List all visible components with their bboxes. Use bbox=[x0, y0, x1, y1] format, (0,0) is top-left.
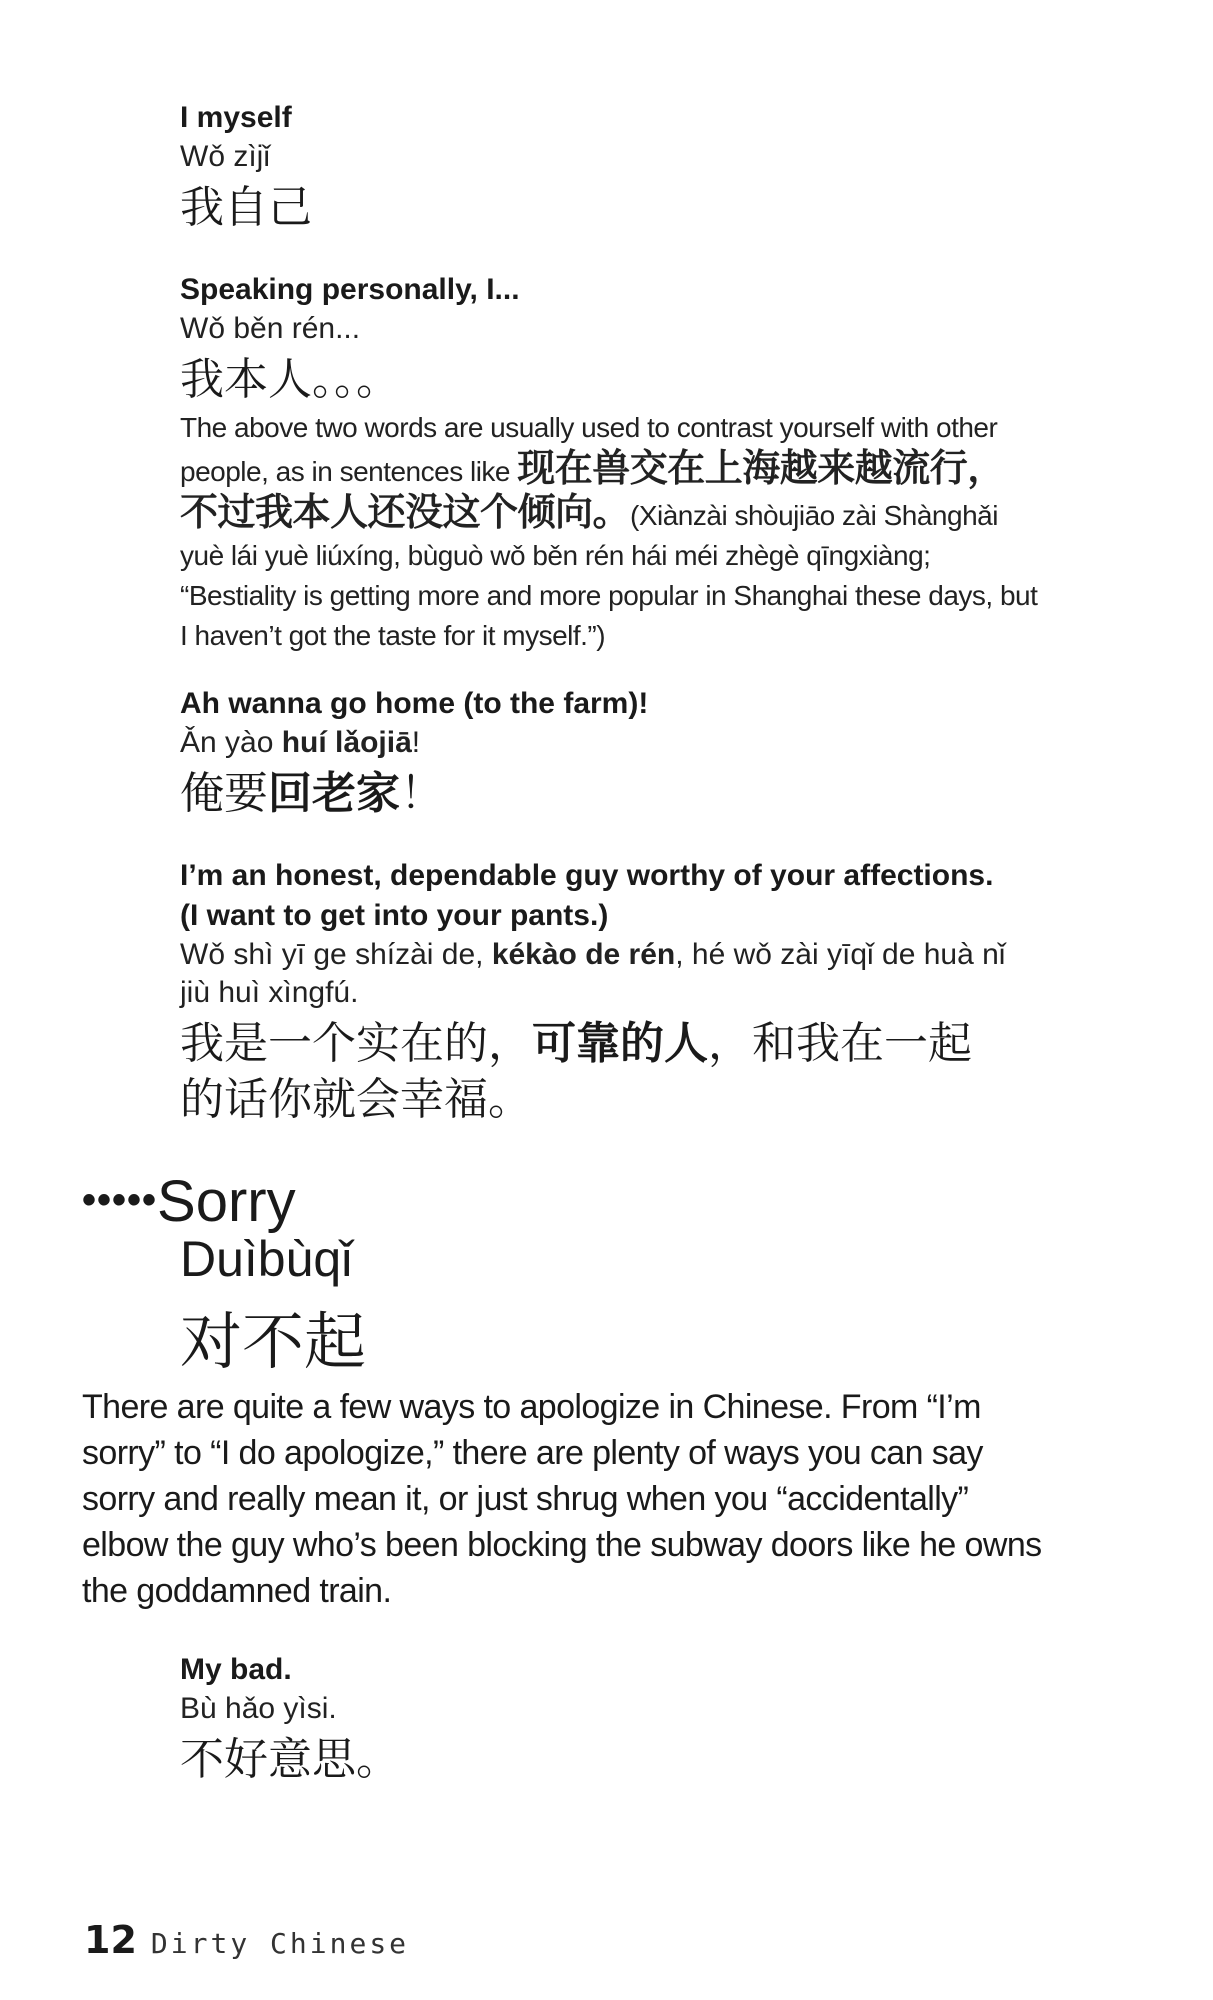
t: ，和我在一起的话你就会幸福。 bbox=[180, 1018, 972, 1125]
section-heading bbox=[82, 1168, 296, 1235]
t: ！ bbox=[400, 768, 444, 819]
pinyin bbox=[180, 724, 1040, 762]
usage-note bbox=[180, 408, 1040, 656]
chinese bbox=[180, 1016, 1010, 1128]
entry-i-myself bbox=[180, 98, 1040, 236]
page-number: 12 bbox=[84, 1918, 137, 1962]
section-pinyin: Duìbùqǐ bbox=[180, 1231, 353, 1287]
t: (to the farm)! bbox=[455, 687, 649, 720]
book-title: Dirty Chinese bbox=[150, 1927, 410, 1960]
page-footer bbox=[84, 1918, 409, 1962]
entry-my-bad bbox=[180, 1650, 1040, 1788]
note-text: The above two words are usually used to contrast yourself with other people, as in sentences like bbox=[180, 412, 998, 487]
t: ! bbox=[411, 726, 421, 759]
chinese: 不好意思。 bbox=[180, 1734, 400, 1785]
pinyin: Bù hǎo yìsi. bbox=[180, 1692, 337, 1725]
note-chinese: 现在兽交在上海越来越流行，不过我本人还没这个倾向。 bbox=[180, 446, 1005, 534]
section-intro: There are quite a few ways to apologize in Chinese. From “I’m sorry” to “I do apologize,” there are plenty of ways you can say sorry and really mean it, or just shrug when you “accidentally” elbow the guy who’s been blocking the subway doors like he owns the goddamned train. bbox=[82, 1388, 1042, 1610]
t: worthy of your affections. (I want to get into your pants.) bbox=[180, 859, 994, 932]
chinese: 我自己 bbox=[180, 182, 312, 233]
t: huí lǎojiā bbox=[281, 726, 412, 759]
english-phrase bbox=[180, 856, 1010, 936]
chinese: 我本人。。。 bbox=[180, 354, 400, 405]
english-phrase: Speaking personally, I... bbox=[180, 273, 520, 306]
entry-speaking-personally bbox=[180, 270, 1040, 656]
pinyin bbox=[180, 936, 1010, 1012]
t: 可靠的人 bbox=[532, 1018, 708, 1069]
t: kékào de rén bbox=[491, 938, 676, 971]
t: 俺要 bbox=[180, 768, 268, 819]
pinyin: Wǒ zìjǐ bbox=[180, 140, 270, 173]
section-title: Sorry bbox=[157, 1169, 296, 1234]
t: 回老家 bbox=[268, 768, 400, 819]
bullet-dots: ••••• bbox=[82, 1178, 158, 1222]
note-text-2: (Xiànzài shòujiāo zài Shànghǎi yuè lái yuè liúxíng, bùguò wǒ běn rén hái méi zhègè qīngxiàng; “Bestiality is getting more and more popular in Shanghai these days, but I haven’t got the taste for it myself.”) bbox=[180, 500, 1038, 651]
t: , hé wǒ zài yīqǐ de huà nǐ jiù huì xìngfú. bbox=[180, 938, 1006, 1009]
entry-go-home bbox=[180, 684, 1040, 822]
t: Ah wanna bbox=[180, 687, 331, 720]
t: dependable guy bbox=[390, 859, 619, 892]
t: 我是一个实在的， bbox=[180, 1018, 532, 1069]
english-phrase bbox=[180, 684, 1040, 724]
t: go home bbox=[330, 687, 456, 720]
english-phrase: My bad. bbox=[180, 1653, 292, 1686]
pinyin: Wǒ běn rén... bbox=[180, 312, 361, 345]
t: I’m an honest, bbox=[180, 859, 391, 892]
section-chinese: 对不起 bbox=[180, 1305, 367, 1378]
t: Wǒ shì yī ge shízài de, bbox=[180, 938, 492, 971]
t: Ǎn yào bbox=[180, 726, 282, 759]
chinese bbox=[180, 766, 1040, 822]
entry-dependable-guy bbox=[180, 856, 1010, 1128]
english-phrase: I myself bbox=[180, 101, 292, 134]
